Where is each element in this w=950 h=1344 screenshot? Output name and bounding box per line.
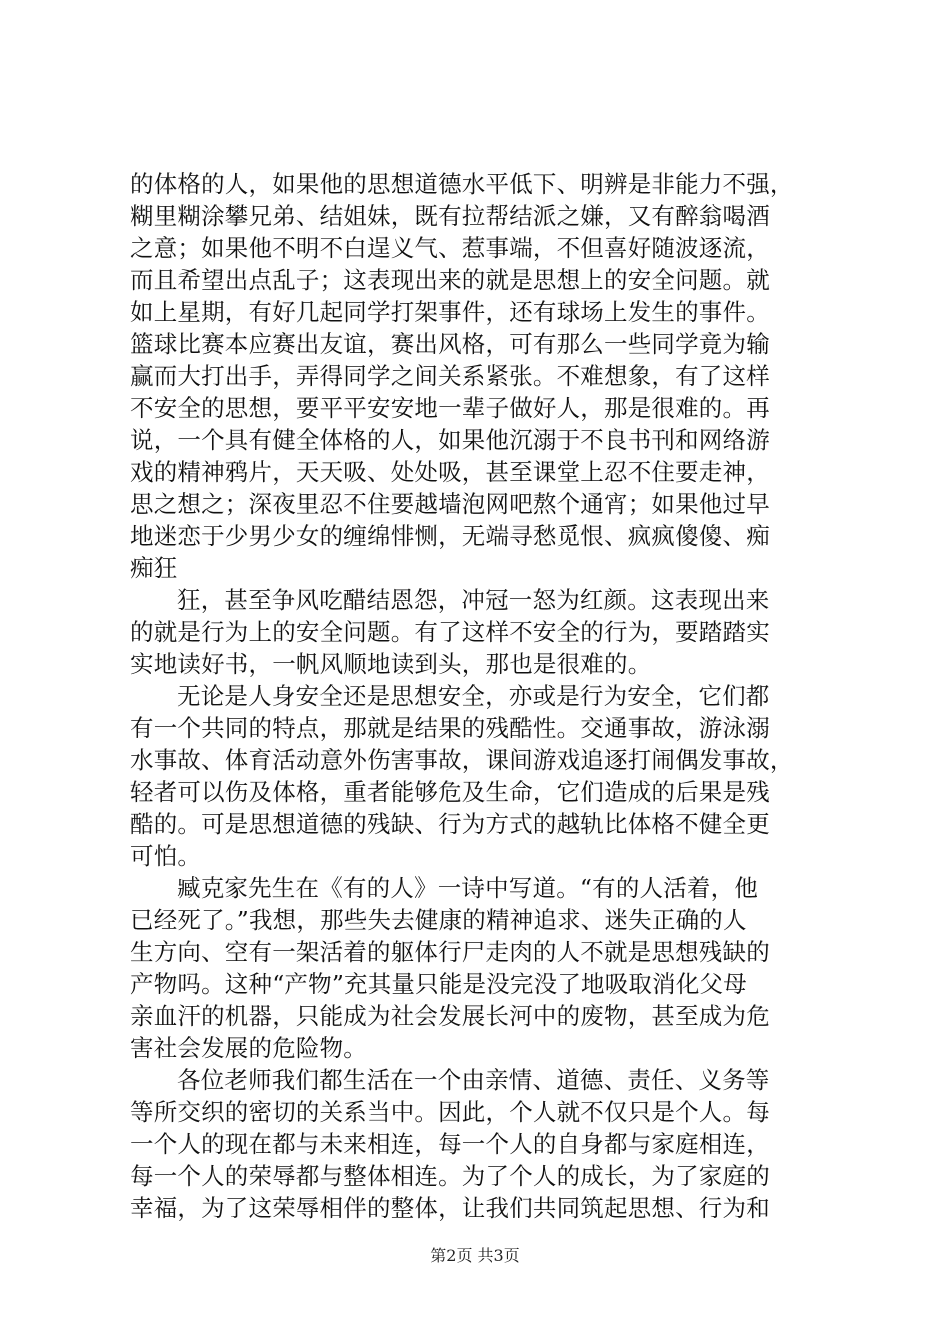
text-line: 戏的精神鸦片，天天吸、处处吸，甚至课堂上忍不住要走神， — [130, 458, 770, 486]
text-line: 糊里糊涂攀兄弟、结姐妹，既有拉帮结派之嫌，又有醉翁喝酒 — [130, 202, 770, 230]
text-line: 说，一个具有健全体格的人，如果他沉溺于不良书刊和网络游 — [130, 426, 770, 454]
text-line: 可怕。 — [130, 842, 202, 870]
text-line: 实地读好书，一帆风顺地读到头，那也是很难的。 — [130, 650, 652, 678]
paragraph-start-line: 无论是人身安全还是思想安全，亦或是行为安全，它们都 — [177, 682, 770, 710]
text-line: 如上星期，有好几起同学打架事件，还有球场上发生的事件。 — [130, 298, 770, 326]
text-line: 而且希望出点乱子；这表现出来的就是思想上的安全问题。就 — [130, 266, 770, 294]
text-line: 酷的。可是思想道德的残缺、行为方式的越轨比体格不健全更 — [130, 810, 770, 838]
page-number-footer: 第2页 共3页 — [430, 1246, 520, 1265]
text-line: 亲血汗的机器，只能成为社会发展长河中的废物，甚至成为危 — [130, 1002, 770, 1030]
text-line: 之意；如果他不明不白逞义气、惹事端，不但喜好随波逐流， — [130, 234, 770, 262]
text-line: 每一个人的荣辱都与整体相连。为了个人的成长，为了家庭的 — [130, 1162, 770, 1190]
text-line: 篮球比赛本应赛出友谊，赛出风格，可有那么一些同学竟为输 — [130, 330, 770, 358]
text-line: 产物吗。这种“产物”充其量只能是没完没了地吸取消化父母 — [130, 970, 747, 998]
text-line: 的就是行为上的安全问题。有了这样不安全的行为，要踏踏实 — [130, 618, 770, 646]
text-line: 害社会发展的危险物。 — [130, 1034, 367, 1062]
text-line: 痴狂 — [130, 554, 178, 582]
text-line: 的体格的人，如果他的思想道德水平低下、明辨是非能力不强， — [130, 170, 794, 198]
document-body — [130, 168, 830, 1224]
text-line: 不安全的思想，要平平安安地一辈子做好人，那是很难的。再 — [130, 394, 770, 422]
text-line: 赢而大打出手，弄得同学之间关系紧张。不难想象，有了这样 — [130, 362, 770, 390]
text-line: 有一个共同的特点，那就是结果的残酷性。交通事故，游泳溺 — [130, 714, 770, 742]
text-line: 思之想之；深夜里忍不住要越墙泡网吧熬个通宵；如果他过早 — [130, 490, 770, 518]
paragraph-start-line: 臧克家先生在《有的人》一诗中写道。“有的人活着，他 — [177, 874, 759, 902]
text-line: 生方向、空有一架活着的躯体行尸走肉的人不就是思想残缺的 — [130, 938, 770, 966]
text-line: 水事故、体育活动意外伤害事故，课间游戏追逐打闹偶发事故， — [130, 746, 794, 774]
text-line: 地迷恋于少男少女的缠绵悱恻，无端寻愁觅恨、疯疯傻傻、痴 — [130, 522, 770, 550]
text-line: 轻者可以伤及体格，重者能够危及生命，它们造成的后果是残 — [130, 778, 770, 806]
paragraph-start-line: 各位老师我们都生活在一个由亲情、道德、责任、义务等 — [177, 1066, 770, 1094]
text-line: 已经死了。”我想，那些失去健康的精神追求、迷失正确的人 — [130, 906, 747, 934]
text-line: 等所交织的密切的关系当中。因此，个人就不仅只是个人。每 — [130, 1098, 770, 1126]
text-line: 一个人的现在都与未来相连，每一个人的自身都与家庭相连， — [130, 1130, 770, 1158]
text-line: 幸福，为了这荣辱相伴的整体，让我们共同筑起思想、行为和 — [130, 1194, 770, 1222]
paragraph-start-line: 狂，甚至争风吃醋结恩怨，冲冠一怒为红颜。这表现出来 — [177, 586, 770, 614]
